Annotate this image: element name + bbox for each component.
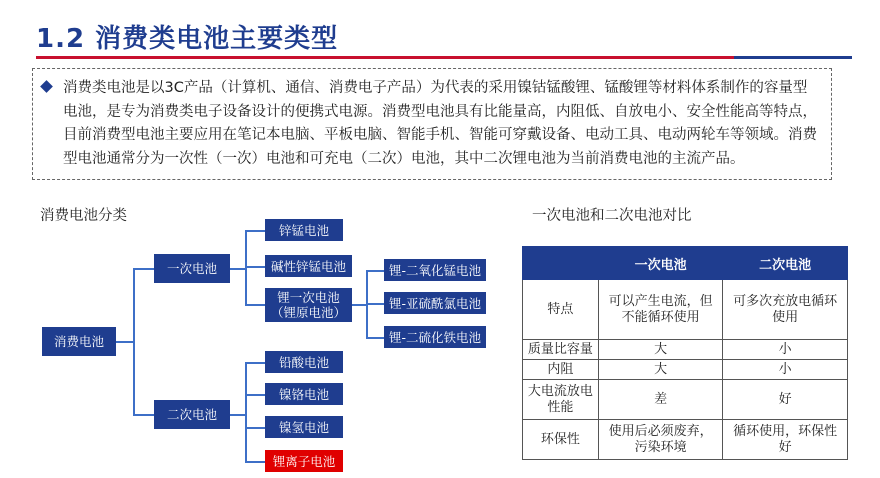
connector bbox=[352, 304, 366, 306]
connector bbox=[245, 461, 265, 463]
connector bbox=[245, 427, 265, 429]
tree-root-consumer-battery: 消费电池 bbox=[42, 327, 116, 356]
table-cell: 大 bbox=[598, 340, 723, 360]
tree-node-li-mno2: 锂-二氧化锰电池 bbox=[384, 259, 486, 281]
table-cell: 差 bbox=[598, 380, 723, 420]
connector bbox=[133, 414, 154, 416]
intro-text: 消费类电池是以3C产品（计算机、通信、消费电子产品）为代表的采用镍钴锰酸锂、锰酸锂等材料体系制作的容量型电池，是专为消费类电子设备设计的便携式电源。消费型电池具有比能量高，内阻低、自放电小、安全性能高等特点，目前消费型电池主要应用在笔记本电脑、平板电脑、智能手机、智能可穿戴设备、电动工具、电动两轮车等领域。消费型电池通常分为一次性（一次）电池和可充电（二次）电池，其中二次锂电池为当前消费电池的主流产品。 bbox=[63, 80, 817, 167]
table-cell: 好 bbox=[723, 380, 848, 420]
table-cell: 特点 bbox=[523, 280, 599, 340]
classification-label: 消费电池分类 bbox=[40, 208, 127, 224]
connector bbox=[245, 362, 247, 462]
tree-node-lithium-ion: 锂离子电池 bbox=[265, 450, 343, 472]
connector bbox=[245, 362, 265, 364]
table-cell: 可多次充放电循环使用 bbox=[723, 280, 848, 340]
title-divider-accent bbox=[734, 56, 852, 59]
tree-node-lead-acid: 铅酸电池 bbox=[265, 351, 343, 373]
table-header-row bbox=[523, 247, 848, 280]
table-cell: 使用后必须废弃，污染环境 bbox=[598, 420, 723, 460]
connector bbox=[230, 414, 246, 416]
connector bbox=[245, 230, 265, 232]
tree-secondary-battery: 二次电池 bbox=[154, 400, 230, 429]
table-cell: 质量比容量 bbox=[523, 340, 599, 360]
connector bbox=[245, 266, 265, 268]
table-cell: 内阻 bbox=[523, 360, 599, 380]
table-row bbox=[523, 340, 848, 360]
table-row bbox=[523, 420, 848, 460]
lithium-primary-line1: 锂一次电池 bbox=[277, 290, 340, 305]
tree-node-nickel-chromium: 镍铬电池 bbox=[265, 383, 343, 405]
title-divider bbox=[36, 56, 734, 59]
tree-node-lithium-primary bbox=[265, 288, 352, 322]
connector bbox=[230, 268, 246, 270]
table-cell: 小 bbox=[723, 360, 848, 380]
table-header-cell: 二次电池 bbox=[723, 247, 848, 280]
table-header-cell: 一次电池 bbox=[598, 247, 723, 280]
connector bbox=[133, 268, 135, 415]
table-row bbox=[523, 280, 848, 340]
connector bbox=[245, 394, 265, 396]
intro-panel bbox=[32, 68, 832, 180]
table-header-cell bbox=[523, 247, 599, 280]
tree-node-li-socl2: 锂-亚硫酰氯电池 bbox=[384, 292, 486, 314]
connector bbox=[133, 268, 154, 270]
table-cell: 可以产生电流，但不能循环使用 bbox=[598, 280, 723, 340]
table-cell: 循环使用，环保性好 bbox=[723, 420, 848, 460]
table-row bbox=[523, 360, 848, 380]
connector bbox=[366, 303, 384, 305]
connector bbox=[245, 230, 247, 305]
table-row bbox=[523, 380, 848, 420]
table-cell: 小 bbox=[723, 340, 848, 360]
tree-node-zinc-manganese: 锌锰电池 bbox=[265, 219, 343, 241]
comparison-table bbox=[522, 246, 848, 460]
diamond-bullet-icon bbox=[40, 80, 53, 93]
tree-node-li-fes2: 锂-二硫化铁电池 bbox=[384, 326, 486, 348]
connector bbox=[245, 304, 265, 306]
connector bbox=[366, 337, 384, 339]
tree-node-nickel-hydrogen: 镍氢电池 bbox=[265, 416, 343, 438]
table-cell: 环保性 bbox=[523, 420, 599, 460]
tree-node-alkaline-zinc-manganese: 碱性锌锰电池 bbox=[265, 255, 352, 277]
lithium-primary-line2: （锂原电池） bbox=[270, 305, 346, 320]
table-cell: 大电流放电性能 bbox=[523, 380, 599, 420]
tree-primary-battery: 一次电池 bbox=[154, 254, 230, 283]
comparison-label: 一次电池和二次电池对比 bbox=[532, 208, 692, 224]
table-cell: 大 bbox=[598, 360, 723, 380]
page-title: 1.2 消费类电池主要类型 bbox=[36, 24, 339, 54]
connector bbox=[116, 341, 134, 343]
connector bbox=[366, 270, 384, 272]
